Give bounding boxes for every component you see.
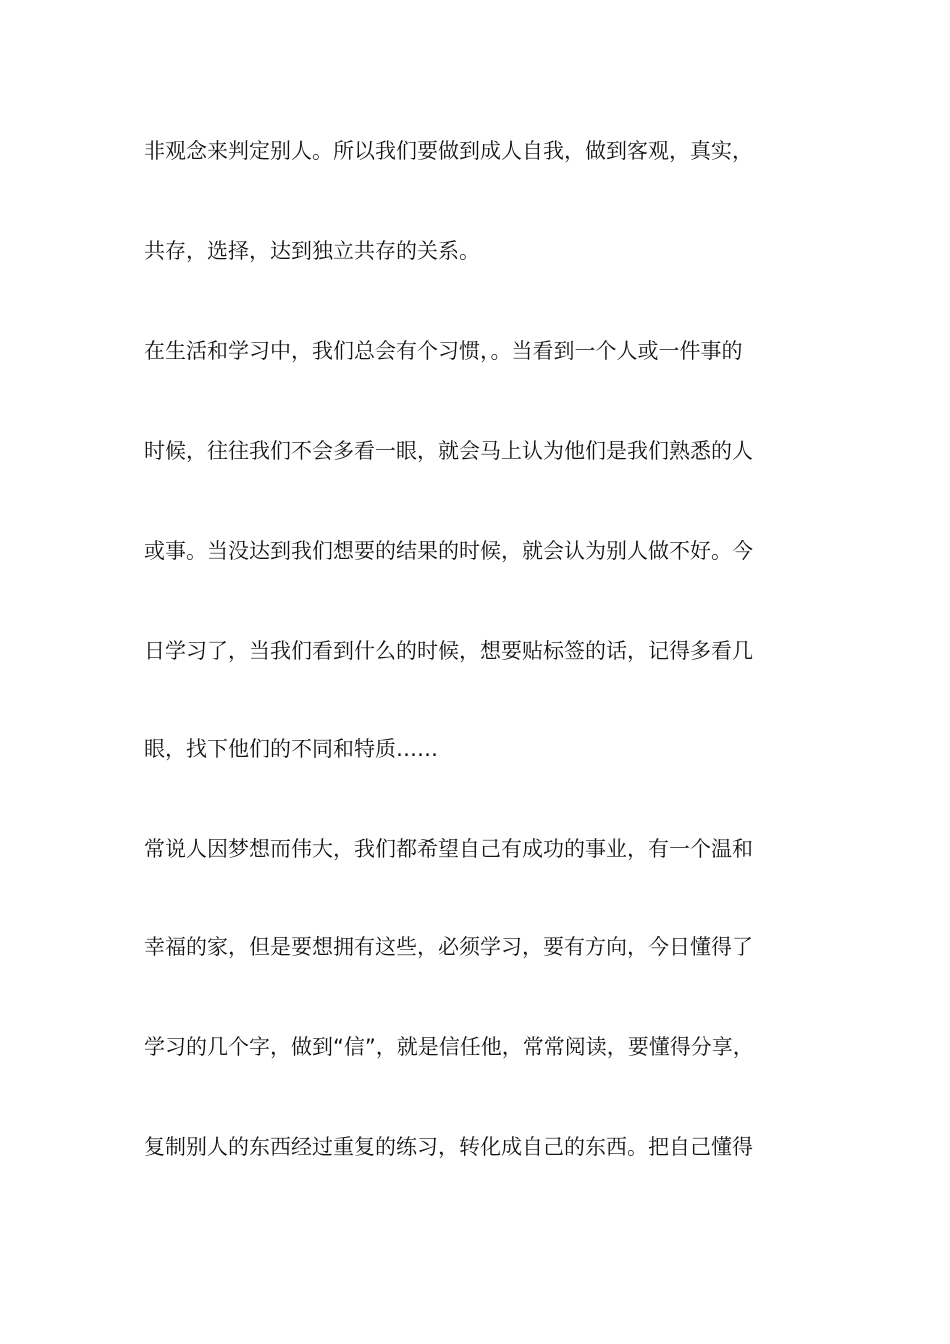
- text-line: 常说人因梦想而伟大，我们都希望自己有成功的事业，有一个温和: [144, 837, 753, 861]
- text-line: 非观念来判定别人。所以我们要做到成人自我，做到客观，真实，: [144, 139, 753, 163]
- text-line: 幸福的家，但是要想拥有这些，必须学习，要有方向，今日懂得了: [144, 935, 753, 959]
- text-line: 共存，选择，达到独立共存的关系。: [144, 239, 480, 263]
- text-line: 学习的几个字，做到“信”，就是信任他，常常阅读，要懂得分享，: [144, 1035, 754, 1059]
- text-line: 复制别人的东西经过重复的练习，转化成自己的东西。把自己懂得: [144, 1135, 753, 1159]
- text-line: 眼，找下他们的不同和特质……: [144, 737, 438, 761]
- text-line: 日学习了，当我们看到什么的时候，想要贴标签的话，记得多看几: [144, 639, 753, 663]
- text-line: 时候，往往我们不会多看一眼，就会马上认为他们是我们熟悉的人: [144, 439, 753, 463]
- text-line: 或事。当没达到我们想要的结果的时候，就会认为别人做不好。今: [144, 539, 753, 563]
- text-line: 在生活和学习中，我们总会有个习惯，。当看到一个人或一件事的: [144, 339, 743, 363]
